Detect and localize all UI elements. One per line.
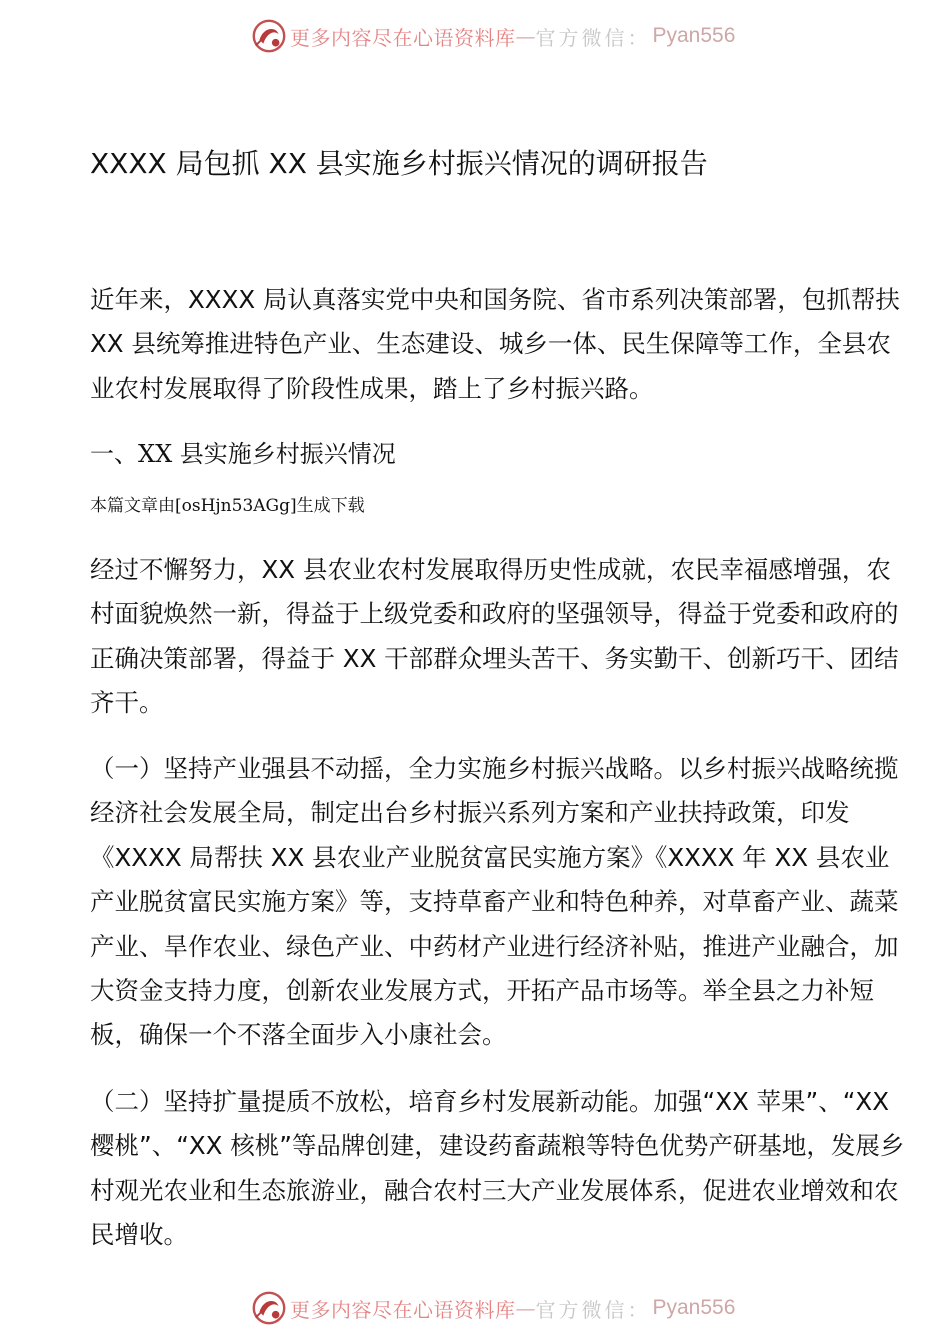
section-heading: 一、XX 县实施乡村振兴情况 bbox=[90, 440, 396, 468]
banner-wechat-id: Pyan556 bbox=[652, 24, 736, 47]
generator-note: 本篇文章由[osHjn53AGg]生成下载 bbox=[90, 496, 365, 516]
banner-wechat-label: 官方微信： bbox=[535, 1297, 651, 1322]
footer-banner bbox=[250, 1288, 735, 1328]
banner-separator: — bbox=[515, 24, 536, 48]
banner-wechat-label: 官方微信： bbox=[535, 25, 651, 50]
document-title: XXXX 局包抓 XX 县实施乡村振兴情况的调研报告 bbox=[90, 147, 708, 180]
banner-wechat-id: Pyan556 bbox=[652, 1296, 736, 1319]
logo-icon bbox=[250, 17, 288, 55]
banner-separator: — bbox=[515, 1296, 536, 1320]
body-paragraph: 经过不懈努力，XX 县农业农村发展取得历史性成就，农民幸福感增强，农村面貌焕然一新，得益于上级党委和政府的坚强领导，得益于党委和政府的正确决策部署，得益于 XX 干部群众埋头苦干、务实勤干、创新巧干、团结齐干。 bbox=[90, 555, 899, 718]
body-paragraph: （一）坚持产业强县不动摇，全力实施乡村振兴战略。以乡村振兴战略统揽经济社会发展全局，制定出台乡村振兴系列方案和产业扶持政策，印发《XXXX 局帮扶 XX 县农业产业脱贫富民实施方案》《XXXX 年 XX 县农业产业脱贫富民实施方案》等，支持草畜产业和特色种养，对草畜产业、蔬菜产业、旱作农业、绿色产业、中药材产业进行经济补贴，推进产业融合，加大资金支持力度，创新农业发展方式，开拓产品市场等。举全县之力补短板，确保一个不落全面步入小康社会。 bbox=[90, 754, 899, 1050]
intro-paragraph: 近年来，XXXX 局认真落实党中央和国务院、省市系列决策部署，包抓帮扶 XX 县统筹推进特色产业、生态建设、城乡一体、民生保障等工作，全县农业农村发展取得了阶段性成果，踏上了乡村振兴路。 bbox=[90, 285, 900, 403]
banner-text: 更多内容尽在心语资料库 bbox=[290, 1297, 516, 1322]
header-banner bbox=[250, 16, 735, 56]
logo-icon bbox=[250, 1289, 288, 1327]
banner-text: 更多内容尽在心语资料库 bbox=[290, 25, 516, 50]
body-paragraph: （二）坚持扩量提质不放松，培育乡村发展新动能。加强“XX 苹果”、“XX 樱桃”、“XX 核桃”等品牌创建，建设药畜蔬粮等特色优势产研基地，发展乡村观光农业和生态旅游业，融合农村三大产业发展体系，促进农业增效和农民增收。 bbox=[90, 1087, 905, 1250]
